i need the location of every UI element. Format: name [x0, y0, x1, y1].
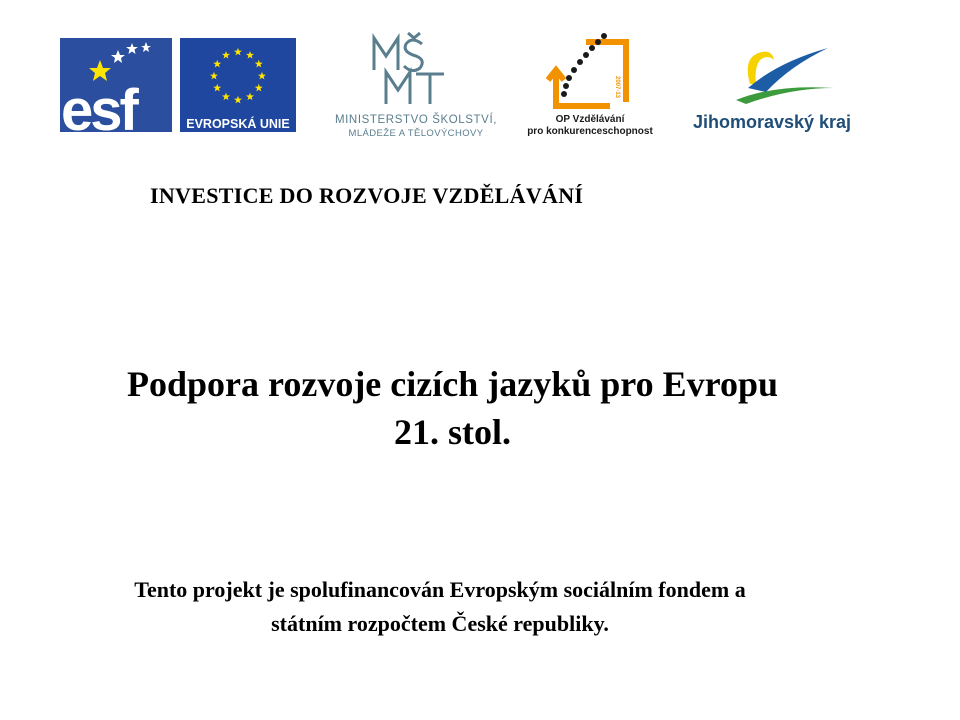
esf-logo-icon	[60, 38, 172, 132]
msmt-line1: MINISTERSTVO ŠKOLSTVÍ,	[334, 114, 498, 126]
page-title	[0, 360, 905, 456]
funding-line2: státním rozpočtem České republiky.	[271, 611, 609, 636]
eu-flag-icon	[180, 38, 296, 132]
op-line1: OP Vzdělávání	[555, 114, 625, 125]
msmt-logo-icon	[326, 30, 506, 140]
title-line1: Podpora rozvoje cizích jazyků pro Evropu	[127, 364, 778, 404]
esf-logo-text: esf	[61, 78, 136, 132]
op-line2: pro konkurenceschopnost	[527, 126, 653, 137]
logo-bar	[0, 30, 960, 145]
op-vzdelavani-logo-icon	[518, 30, 663, 140]
op-side-text: 2007-13	[614, 76, 620, 99]
headline: INVESTICE DO ROZVOJE VZDĚLÁVÁNÍ	[150, 183, 584, 208]
title-line2: 21. stol.	[394, 412, 511, 452]
msmt-line2: MLÁDEŽE A TĚLOVÝCHOVY	[348, 128, 484, 139]
jihomoravsky-kraj-logo-icon	[686, 40, 858, 140]
funding-note	[0, 573, 880, 641]
eu-caption: EVROPSKÁ UNIE	[186, 117, 290, 131]
funding-line1: Tento projekt je spolufinancován Evropským sociálním fondem a	[134, 577, 746, 602]
jmk-text: Jihomoravský kraj	[692, 112, 852, 132]
